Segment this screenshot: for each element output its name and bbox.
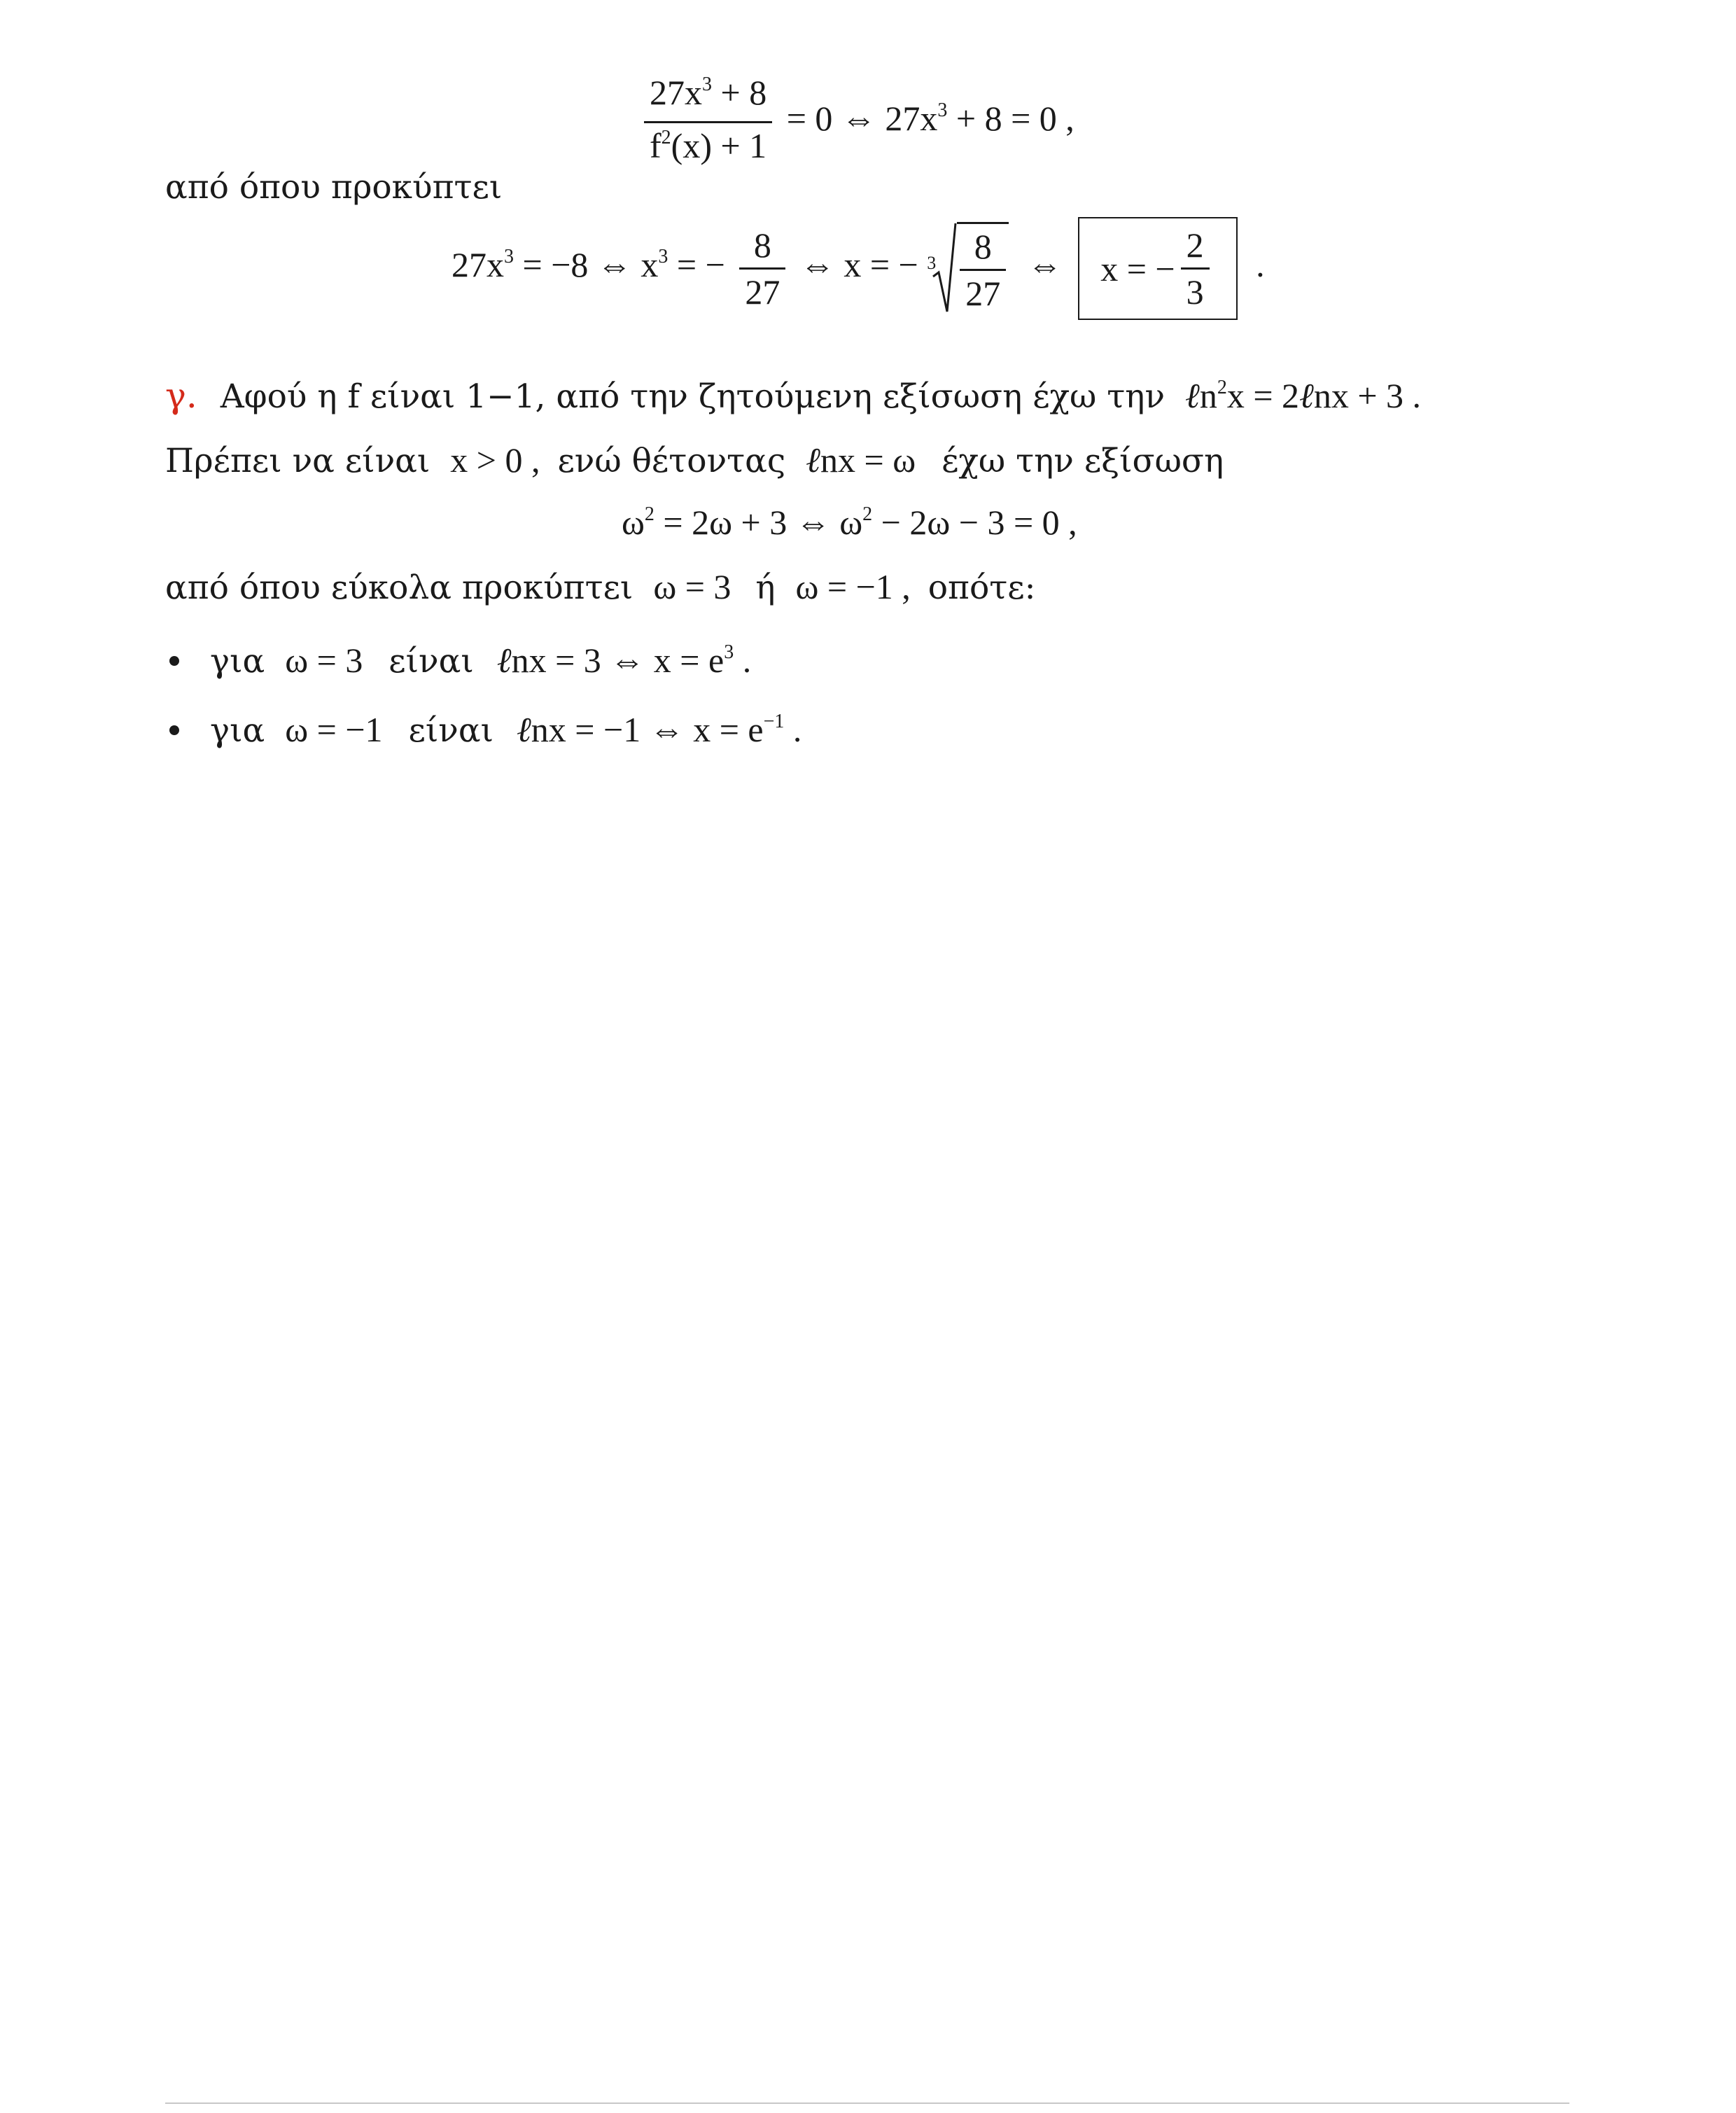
boxed-result: x = − $\frac{2}{3}$ — [1078, 217, 1237, 320]
fraction-8-27: $\frac{8}{27}$ — [739, 223, 785, 314]
cube-root: 3 $\frac{8}{27}$ — [927, 222, 1009, 316]
equation-1-rhs: = 0 ⇔ $27x^3 + 8 = 0$ , — [778, 98, 1074, 138]
part-gamma-line: γ. Αφού η f είναι 1−1, από την ζητούμενη εξίσωση έχω την ℓn$^2$x = 2ℓnx + 3 . — [165, 375, 1422, 416]
list-item: για ω = 3 είναι ℓnx = 3 ⇔ $x = e^3$ . — [169, 639, 751, 688]
equation-1 — [638, 70, 1074, 174]
text-line-2: Πρέπει να είναι x > 0 , ενώ θέτοντας ℓnx = ω έχω την εξίσωση — [165, 440, 1224, 480]
equation-2: $27x^3 = -8$ ⇔ $x^3$ = − $\frac{8}{27}$ ⇔ x = − 3 $\frac{8}{27}$ ⇔ x = − $\frac{2}{3}$ . — [451, 217, 1265, 320]
bullet-icon — [169, 656, 179, 666]
text-line-1: από όπου προκύπτει — [165, 168, 503, 207]
fraction-numerator: $27x^3 + 8$ — [644, 70, 772, 123]
footer-divider — [165, 2102, 1569, 2104]
list-item: για ω = −1 είναι ℓnx = −1 ⇔ $x = e^{-1}$ . — [169, 709, 802, 757]
fraction-main — [644, 70, 772, 174]
text-line-3: από όπου εύκολα προκύπτει ω = 3 ή ω = −1 , οπότε: — [165, 567, 1036, 607]
equation-3: $\omega^2 = 2\omega + 3$ ⇔ $\omega^2 - 2\omega - 3 = 0$ , — [622, 503, 1077, 542]
part-marker: γ. — [165, 375, 197, 416]
bullet-icon — [169, 725, 179, 735]
fraction-denominator: $f^2(x) + 1$ — [650, 126, 767, 165]
